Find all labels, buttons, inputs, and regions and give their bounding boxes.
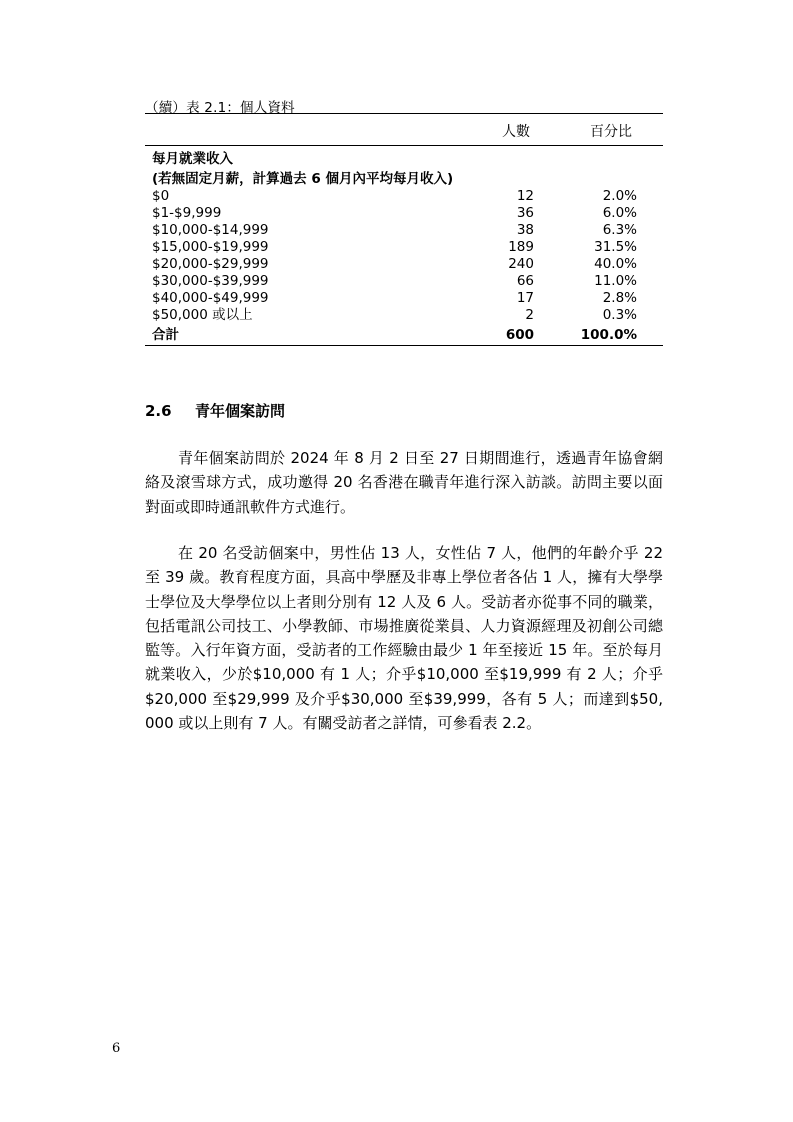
table-caption: （續）表 2.1：個人資料 <box>145 100 295 116</box>
page-number: 6 <box>112 1041 121 1056</box>
paragraph: 青年個案訪問於 2024 年 8 月 2 日至 27 日期間進行，透過青年協會網絡及滾雪球方式，成功邀得 20 名香港在職青年進行深入訪談。訪問主要以面對面或即時通訊軟件方式進行。 <box>145 449 663 516</box>
table-row <box>145 307 663 324</box>
group-subtitle: (若無固定月薪，計算過去 6 個月內平均每月收入) <box>152 171 454 187</box>
row-percent: 6.0% <box>602 205 637 221</box>
row-count: 38 <box>516 222 534 238</box>
row-percent: 40.0% <box>594 256 637 272</box>
row-count: 17 <box>516 290 534 306</box>
row-label: $50,000 或以上 <box>152 307 253 323</box>
row-label: $1-$9,999 <box>152 205 222 221</box>
table-row <box>145 205 663 222</box>
row-label: $40,000-$49,999 <box>152 290 269 306</box>
total-label: 合計 <box>152 327 179 343</box>
row-percent: 2.8% <box>602 290 637 306</box>
row-count: 36 <box>516 205 534 221</box>
row-count: 66 <box>516 273 534 289</box>
row-percent: 6.3% <box>602 222 637 238</box>
row-label: $10,000-$14,999 <box>152 222 269 238</box>
row-label: $20,000-$29,999 <box>152 256 269 272</box>
row-count: 12 <box>516 188 534 204</box>
row-percent: 2.0% <box>602 188 637 204</box>
section-number: 2.6 <box>145 402 172 420</box>
group-title: 每月就業收入 <box>152 151 233 167</box>
row-count: 2 <box>525 307 534 323</box>
total-count: 600 <box>505 327 534 343</box>
table-row <box>145 188 663 205</box>
table-row <box>145 222 663 239</box>
table-row <box>145 273 663 290</box>
section-title: 青年個案訪問 <box>195 402 286 420</box>
income-table <box>145 113 663 346</box>
row-percent: 0.3% <box>602 307 637 323</box>
header-count: 人數 <box>502 124 530 140</box>
total-row <box>145 325 663 345</box>
row-label: $0 <box>152 188 170 204</box>
table-row <box>145 256 663 273</box>
section-heading <box>145 400 285 421</box>
row-percent: 11.0% <box>594 273 637 289</box>
row-count: 240 <box>508 256 534 272</box>
row-percent: 31.5% <box>594 239 637 255</box>
table-row <box>145 239 663 256</box>
table-row <box>145 290 663 307</box>
total-percent: 100.0% <box>580 327 637 343</box>
paragraph: 在 20 名受訪個案中，男性佔 13 人，女性佔 7 人，他們的年齡介乎 22 至 39 歲。教育程度方面，具高中學歷及非專上學位者各佔 1 人，擁有大學學士學位及大學學位以上者則分別有 12 人及 6 人。受訪者亦從事不同的職業，包括電訊公司技工、小學教師、市場推廣從業員、人力資源經理及初創公司總監等。入行年資方面，受訪者的工作經驗由最少 1 年至接近 15 年。至於每月就業收入，少於$10,000 有 1 人；介乎$10,000 至$19,999 有 2 人；介乎$20,000 至$29,999 及介乎$30,000 至$39,999，各有 5 人；而達到$50,000 或以上則有 7 人。有關受訪者之詳情，可參看表 2.2。 <box>145 544 663 733</box>
header-percent: 百分比 <box>590 124 632 140</box>
row-count: 189 <box>508 239 534 255</box>
row-label: $30,000-$39,999 <box>152 273 269 289</box>
row-label: $15,000-$19,999 <box>152 239 269 255</box>
table-header <box>145 114 663 146</box>
